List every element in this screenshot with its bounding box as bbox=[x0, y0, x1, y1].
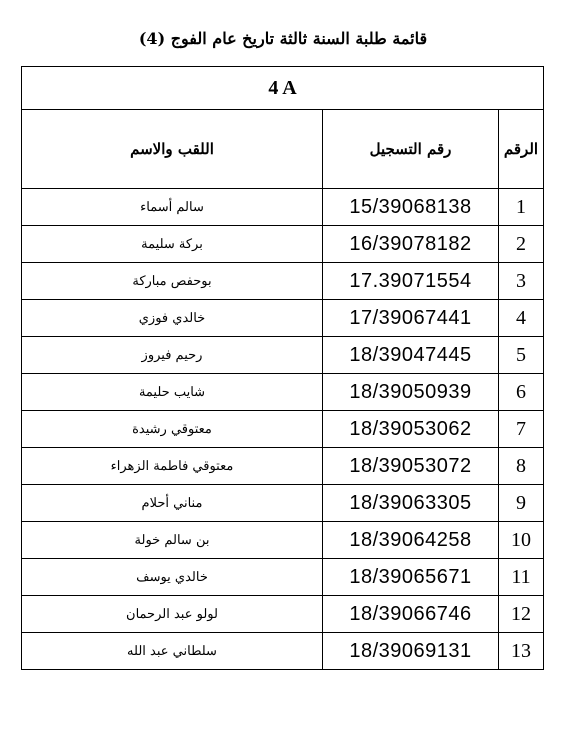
row-number: 8 bbox=[499, 448, 544, 485]
row-name: رحيم فيروز bbox=[22, 337, 323, 374]
row-number: 10 bbox=[499, 522, 544, 559]
document-title: قائمة طلبة السنة ثالثة تاريخ عام الفوج (4) bbox=[138, 29, 428, 48]
row-name: شايب حليمة bbox=[22, 374, 323, 411]
row-registration: 18/39064258 bbox=[323, 522, 499, 559]
students-table bbox=[21, 66, 544, 670]
row-number: 7 bbox=[499, 411, 544, 448]
table-row bbox=[22, 485, 544, 522]
row-number: 1 bbox=[499, 189, 544, 226]
table-row bbox=[22, 522, 544, 559]
row-name: مناني أحلام bbox=[22, 485, 323, 522]
header-registration: رقم التسجيل bbox=[323, 110, 499, 189]
table-row bbox=[22, 596, 544, 633]
row-number: 5 bbox=[499, 337, 544, 374]
table-row bbox=[22, 226, 544, 263]
table-row bbox=[22, 374, 544, 411]
row-name: بن سالم خولة bbox=[22, 522, 323, 559]
row-registration: 17.39071554 bbox=[323, 263, 499, 300]
row-name: معتوقي فاطمة الزهراء bbox=[22, 448, 323, 485]
row-registration: 15/39068138 bbox=[323, 189, 499, 226]
row-registration: 18/39053072 bbox=[323, 448, 499, 485]
table-row bbox=[22, 633, 544, 670]
row-name: معتوقي رشيدة bbox=[22, 411, 323, 448]
row-number: 9 bbox=[499, 485, 544, 522]
row-registration: 17/39067441 bbox=[323, 300, 499, 337]
row-registration: 18/39053062 bbox=[323, 411, 499, 448]
row-number: 4 bbox=[499, 300, 544, 337]
header-number: الرقم bbox=[499, 110, 544, 189]
table-row bbox=[22, 411, 544, 448]
row-registration: 18/39063305 bbox=[323, 485, 499, 522]
table-row bbox=[22, 189, 544, 226]
row-number: 13 bbox=[499, 633, 544, 670]
row-registration: 18/39069131 bbox=[323, 633, 499, 670]
group-header-row bbox=[22, 67, 544, 110]
row-registration: 16/39078182 bbox=[323, 226, 499, 263]
row-registration: 18/39047445 bbox=[323, 337, 499, 374]
column-header-row bbox=[22, 110, 544, 189]
row-name: لولو عبد الرحمان bbox=[22, 596, 323, 633]
header-name: اللقب والاسم bbox=[22, 110, 323, 189]
row-name: سالم أسماء bbox=[22, 189, 323, 226]
row-name: بوحفص مباركة bbox=[22, 263, 323, 300]
row-number: 3 bbox=[499, 263, 544, 300]
row-name: سلطاني عبد الله bbox=[22, 633, 323, 670]
row-number: 2 bbox=[499, 226, 544, 263]
table-row bbox=[22, 559, 544, 596]
row-name: خالدي فوزي bbox=[22, 300, 323, 337]
row-number: 12 bbox=[499, 596, 544, 633]
row-number: 11 bbox=[499, 559, 544, 596]
row-registration: 18/39065671 bbox=[323, 559, 499, 596]
row-registration: 18/39066746 bbox=[323, 596, 499, 633]
table-body bbox=[22, 189, 544, 670]
row-number: 6 bbox=[499, 374, 544, 411]
table-row bbox=[22, 263, 544, 300]
table-row bbox=[22, 337, 544, 374]
row-registration: 18/39050939 bbox=[323, 374, 499, 411]
group-label: 4 A bbox=[22, 67, 544, 110]
table-row bbox=[22, 448, 544, 485]
table-row bbox=[22, 300, 544, 337]
row-name: خالدي يوسف bbox=[22, 559, 323, 596]
row-name: بركة سليمة bbox=[22, 226, 323, 263]
